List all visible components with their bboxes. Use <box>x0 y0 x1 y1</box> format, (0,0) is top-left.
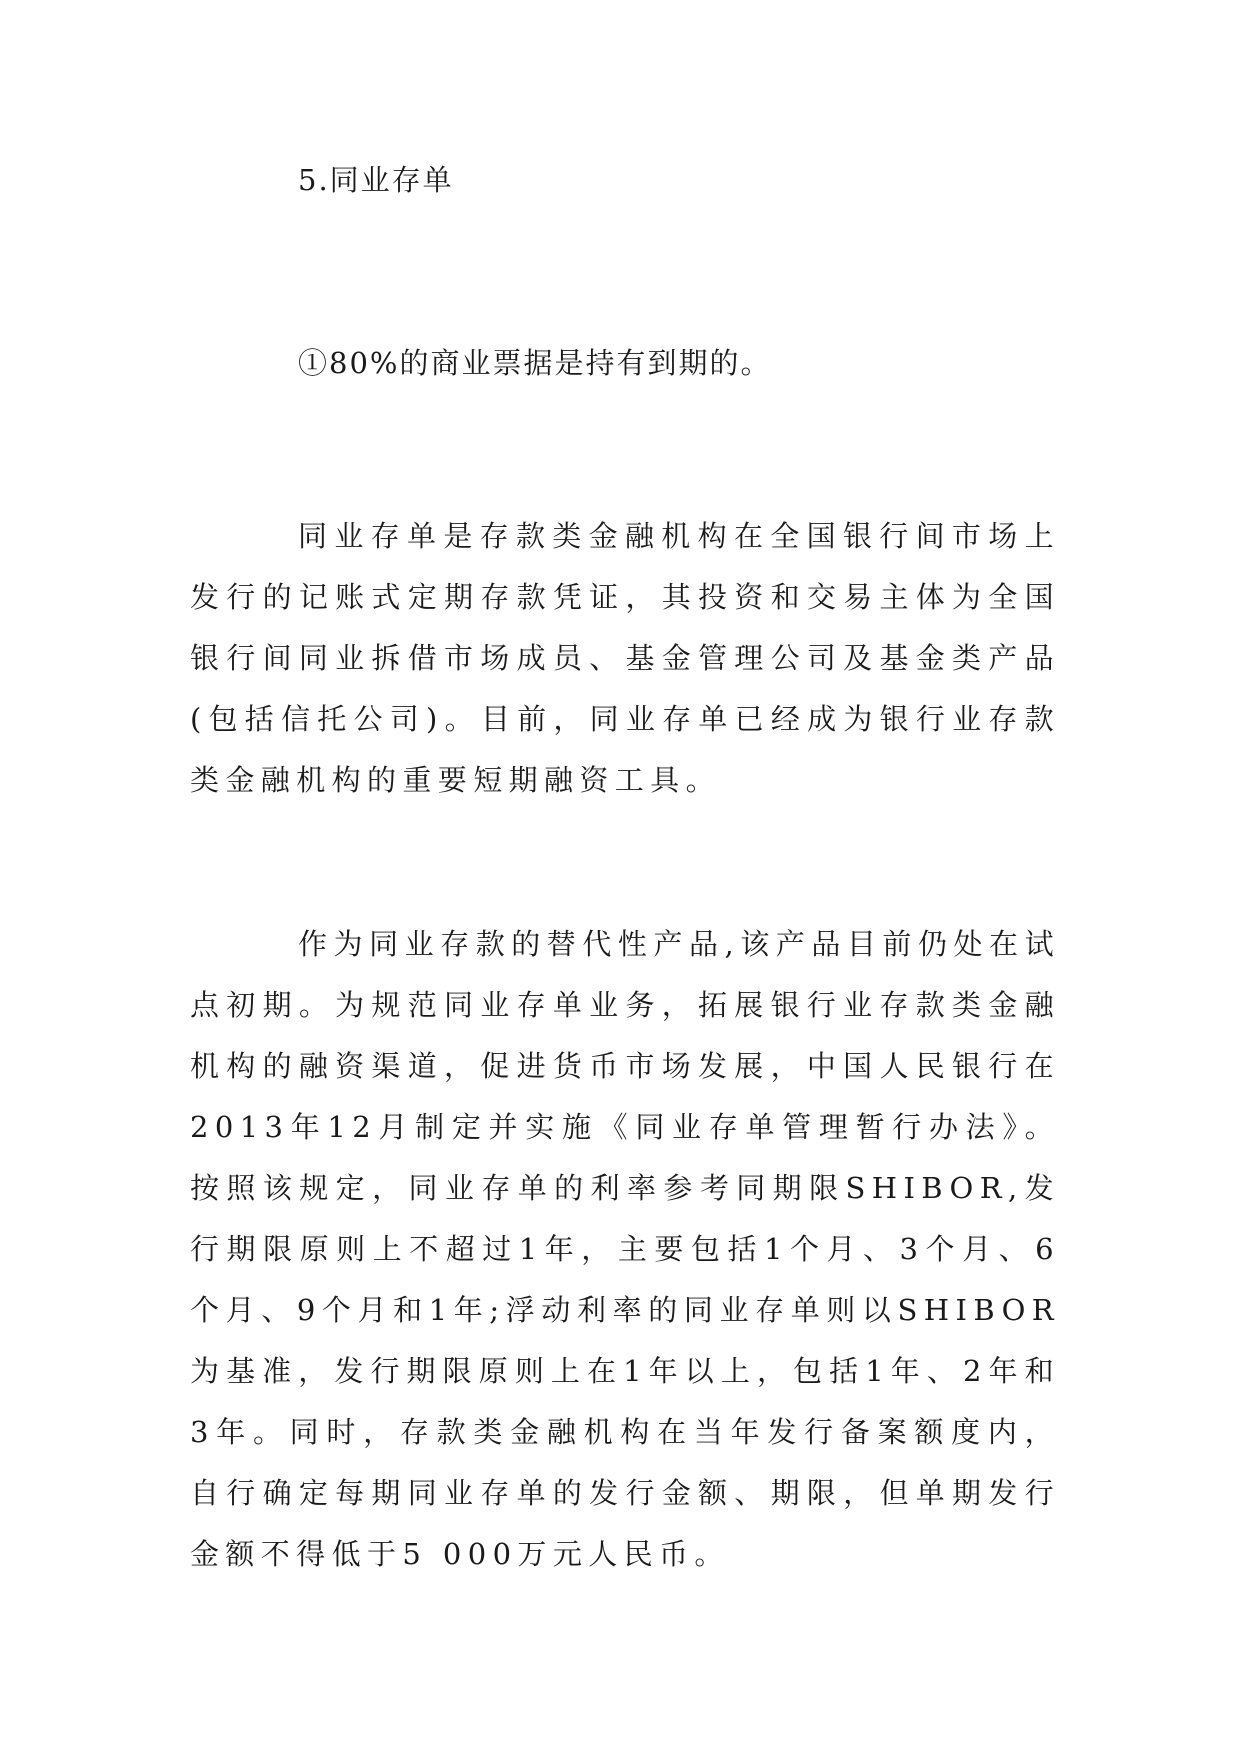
footnote-text: ①80%的商业票据是持有到期的。 <box>298 346 772 380</box>
paragraph-regulation: 作为同业存款的替代性产品,该产品目前仍处在试点初期。为规范同业存单业务，拓展银行业存款类金融机构的融资渠道，促进货币市场发展，中国人民银行在2013年12月制定并实施《同业存单管理暂行办法》。按照该规定，同业存单的利率参考同期限SHIBOR,发行期限原则上不超过1年，主要包括1个月、3个月、6个月、9个月和1年;浮动利率的同业存单则以SHIBOR为基准，发行期限原则上在1年以上，包括1年、2年和3年。同时，存款类金融机构在当年发行备案额度内，自行确定每期同业存单的发行金额、期限，但单期发行金额不得低于5 000万元人民币。 <box>190 927 1060 1571</box>
paragraph-definition: 同业存单是存款类金融机构在全国银行间市场上发行的记账式定期存款凭证，其投资和交易主体为全国银行间同业拆借市场成员、基金管理公司及基金类产品(包括信托公司)。目前，同业存单已经成为银行业存款类金融机构的重要短期融资工具。 <box>190 519 1060 797</box>
section-heading: 5.同业存单 <box>298 163 454 197</box>
